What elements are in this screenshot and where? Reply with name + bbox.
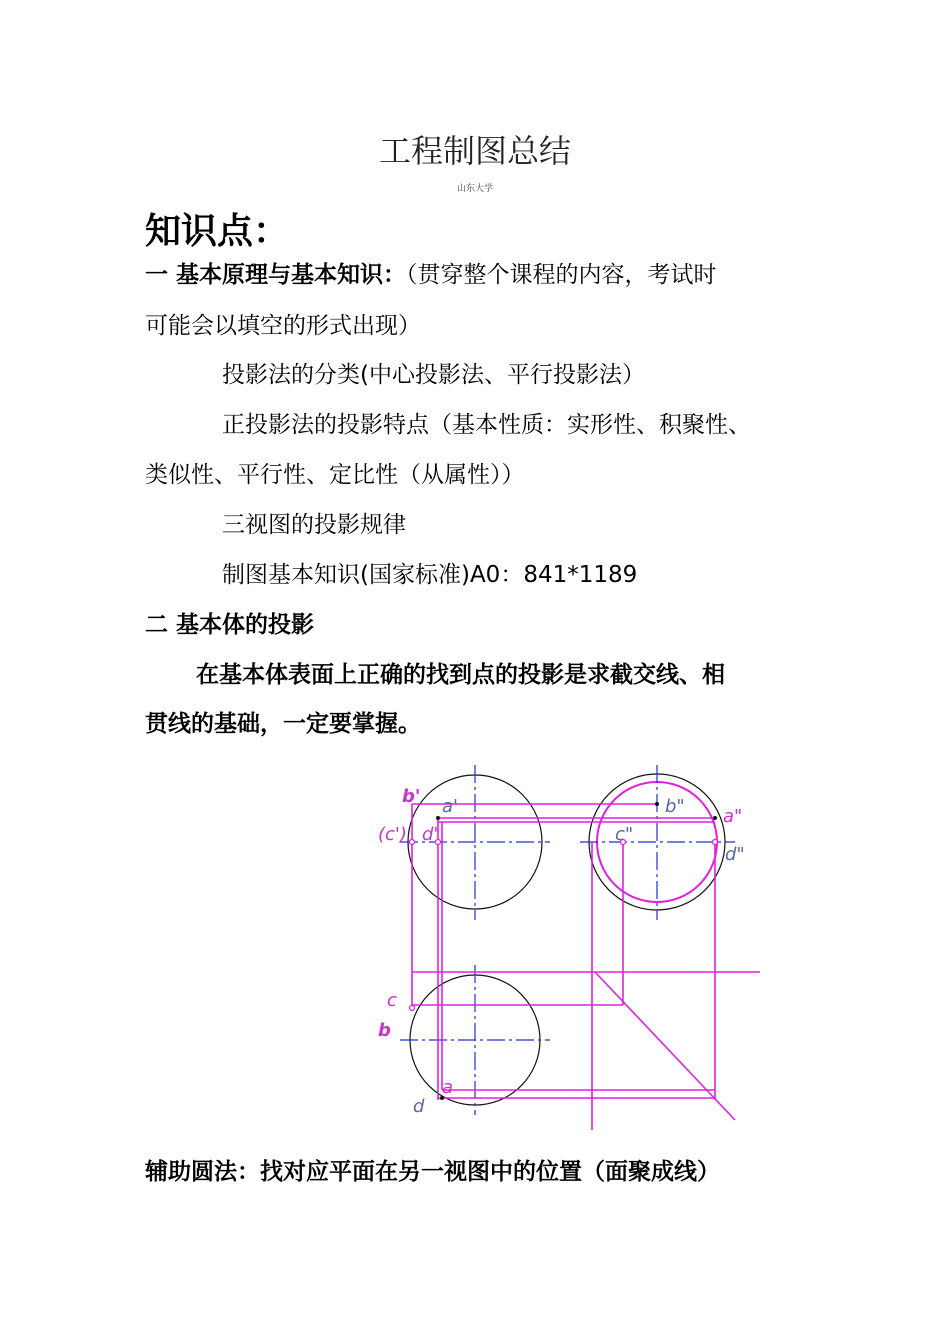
label-b: b xyxy=(378,1020,391,1041)
label-a-prime: a' xyxy=(442,796,458,817)
label-d-prime: d' xyxy=(422,824,439,845)
document-subtitle: 山东大学 xyxy=(456,184,493,194)
projection-figure xyxy=(370,760,770,1135)
section1-intro-cont: 可能会以填空的形式出现） xyxy=(145,313,421,339)
section1-heading: 一 基本原理与基本知识： xyxy=(145,262,407,288)
section3-heading: 辅助圆法：找对应平面在另一视图中的位置（面聚成线） xyxy=(145,1159,720,1185)
label-d: d xyxy=(413,1096,425,1117)
section1-line xyxy=(145,260,717,290)
label-a-dprime: a" xyxy=(723,806,743,827)
label-b-dprime: b" xyxy=(665,796,685,817)
section2-heading: 二 基本体的投影 xyxy=(145,612,315,638)
label-c-prime-paren: (c') xyxy=(378,824,407,845)
section1-intro: （贯穿整个课程的内容，考试时 xyxy=(406,262,717,288)
section2-para-line1: 在基本体表面上正确的找到点的投影是求截交线、相 xyxy=(196,662,725,688)
label-c: c xyxy=(387,990,397,1011)
document-title: 工程制图总结 xyxy=(378,132,571,170)
section1-item3: 三视图的投影规律 xyxy=(222,512,406,538)
label-a: a xyxy=(442,1077,454,1098)
knowledge-heading: 知识点： xyxy=(145,211,290,252)
section1-item2-line2: 类似性、平行性、定比性（从属性）） xyxy=(145,462,525,488)
section1-item2-line1: 正投影法的投影特点（基本性质：实形性、积聚性、 xyxy=(222,412,751,438)
section1-item4: 制图基本知识(国家标准)A0：841*1189 xyxy=(222,562,638,588)
label-c-dprime: c" xyxy=(615,824,634,845)
section1-item1: 投影法的分类(中心投影法、平行投影法） xyxy=(222,362,645,388)
section2-para-line2: 贯线的基础，一定要掌握。 xyxy=(145,711,421,737)
label-d-dprime: d" xyxy=(725,844,745,865)
label-b-prime: b' xyxy=(402,786,421,807)
